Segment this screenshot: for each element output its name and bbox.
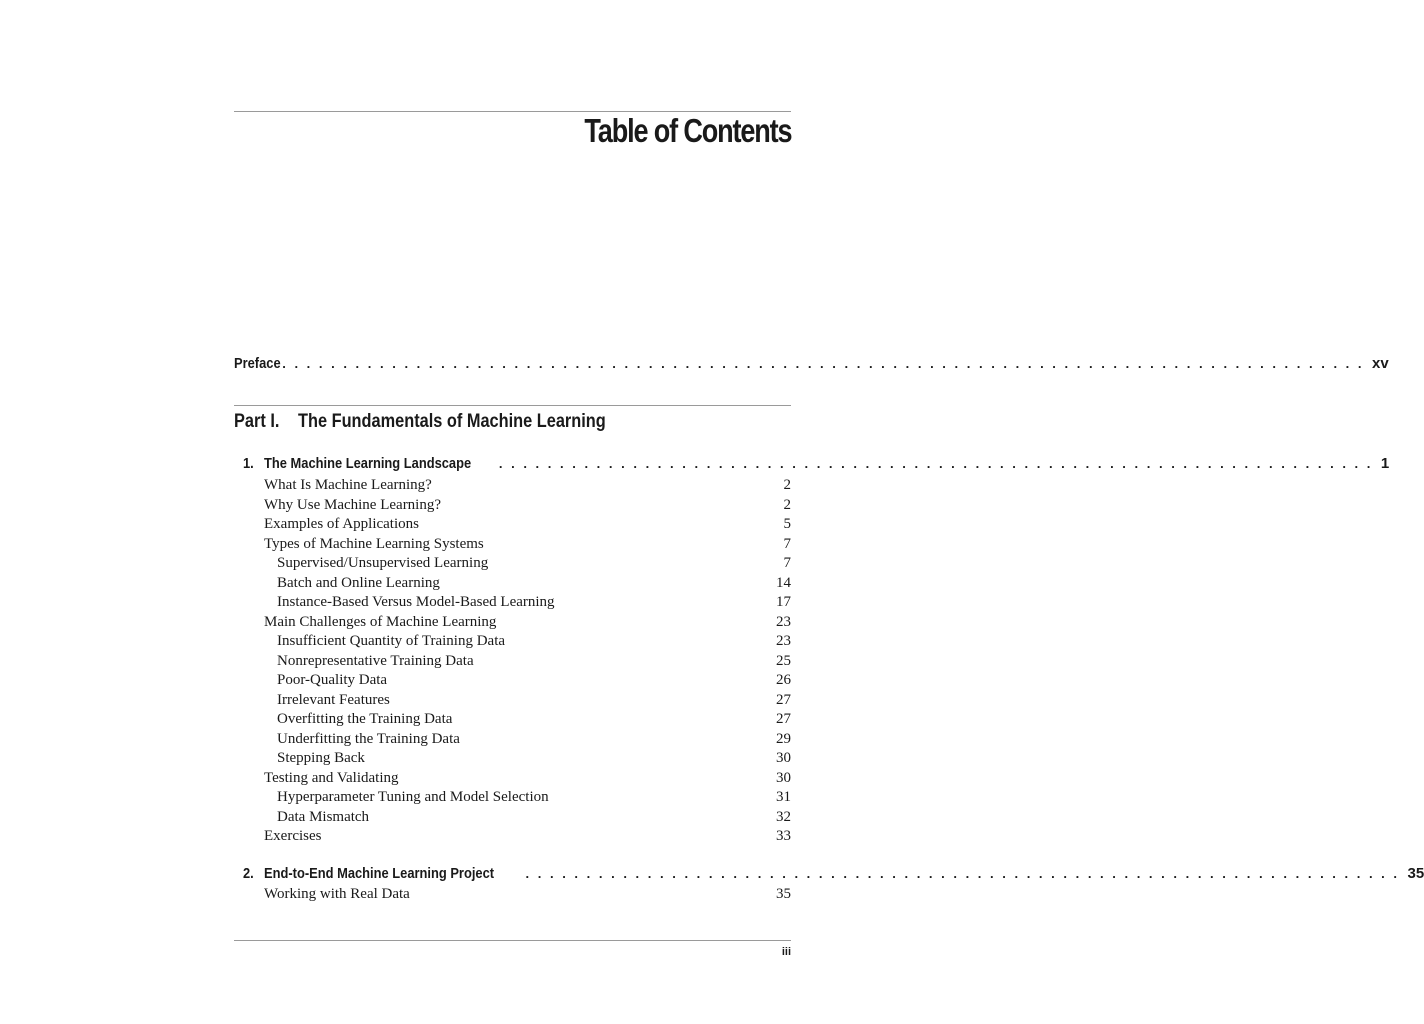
- chapter-title: End-to-End Machine Learning Project: [264, 865, 495, 882]
- entry-label: Stepping Back: [277, 750, 365, 766]
- entry-page-number: 2: [783, 477, 791, 493]
- toc-entry[interactable]: [264, 827, 791, 847]
- chapter-1-entries: [264, 476, 791, 847]
- entry-page-number: 35: [776, 886, 791, 902]
- entry-page-number: 31: [776, 789, 791, 805]
- entry-label: Instance-Based Versus Model-Based Learning: [277, 594, 555, 610]
- entry-page-number: 27: [776, 711, 791, 727]
- toc-subentry[interactable]: [264, 691, 791, 711]
- page-title: Table of Contents: [584, 112, 791, 149]
- entry-page-number: 23: [776, 633, 791, 649]
- entry-label: Nonrepresentative Training Data: [277, 652, 474, 669]
- toc-subentry[interactable]: [264, 671, 791, 691]
- toc-entry-preface[interactable]: [234, 355, 1389, 377]
- preface-label: Preface: [234, 355, 281, 372]
- entry-page-number: 23: [776, 613, 791, 630]
- part-number: Part I.: [234, 411, 280, 432]
- preface-page-number: xv: [1372, 355, 1389, 372]
- bottom-rule: [234, 940, 791, 941]
- entry-page-number: 2: [783, 496, 791, 513]
- entry-page-number: 5: [783, 516, 791, 532]
- entry-label: Irrelevant Features: [277, 691, 390, 708]
- entry-label: Supervised/Unsupervised Learning: [277, 555, 489, 571]
- entry-label: Underfitting the Training Data: [277, 730, 460, 747]
- entry-label: What Is Machine Learning?: [264, 477, 432, 493]
- chapter-page-number: 35: [1407, 865, 1424, 882]
- entry-page-number: 30: [776, 750, 791, 766]
- toc-subentry[interactable]: [264, 632, 791, 652]
- entry-label: Testing and Validating: [264, 769, 399, 786]
- toc-subentry[interactable]: [264, 808, 791, 828]
- chapter-page-number: 1: [1380, 455, 1390, 472]
- toc-entry[interactable]: [264, 535, 791, 555]
- entry-page-number: 25: [776, 652, 791, 669]
- part-rule: [234, 405, 791, 406]
- entry-label: Why Use Machine Learning?: [264, 496, 442, 513]
- entry-page-number: 17: [776, 594, 791, 610]
- entry-label: Main Challenges of Machine Learning: [264, 613, 497, 630]
- toc-chapter-2[interactable]: [243, 865, 1424, 882]
- entry-label: Overfitting the Training Data: [277, 711, 453, 727]
- toc-subentry[interactable]: [264, 788, 791, 808]
- entry-page-number: 29: [776, 730, 791, 747]
- chapter-title: The Machine Learning Landscape: [264, 455, 472, 472]
- part-heading: [234, 411, 656, 433]
- entry-label: Hyperparameter Tuning and Model Selection: [277, 789, 549, 805]
- entry-label: Batch and Online Learning: [277, 574, 440, 591]
- toc-subentry[interactable]: [264, 730, 791, 750]
- toc-entry[interactable]: [264, 769, 791, 789]
- part-title: The Fundamentals of Machine Learning: [298, 411, 606, 432]
- entry-page-number: 32: [776, 808, 791, 825]
- entry-page-number: 7: [783, 535, 791, 552]
- entry-label: Working with Real Data: [264, 886, 410, 902]
- entry-label: Types of Machine Learning Systems: [264, 535, 484, 552]
- entry-page-number: 14: [776, 574, 791, 591]
- toc-subentry[interactable]: [264, 652, 791, 672]
- entry-page-number: 30: [776, 769, 791, 786]
- entry-label: Poor-Quality Data: [277, 672, 388, 688]
- toc-entry[interactable]: [264, 496, 791, 516]
- entry-label: Insufficient Quantity of Training Data: [277, 633, 506, 649]
- entry-label: Exercises: [264, 828, 322, 844]
- chapter-number: 1.: [243, 455, 254, 472]
- entry-label: Data Mismatch: [277, 808, 370, 825]
- entry-page-number: 26: [776, 672, 791, 688]
- chapter-number: 2.: [243, 865, 254, 882]
- dot-leader: . . . . . . . . . . . . . . . . . . . . . . . . . . . . . . . . . . . . . . . . . . . . . . . . . . . . . . . . . . . . . . . . . . . . . . . .: [525, 866, 1400, 881]
- toc-subentry[interactable]: [264, 574, 791, 594]
- entry-page-number: 7: [783, 555, 791, 571]
- toc-subentry[interactable]: [264, 554, 791, 574]
- entry-page-number: 33: [776, 828, 791, 844]
- chapter-2-entries: [264, 885, 791, 905]
- dot-leader: . . . . . . . . . . . . . . . . . . . . . . . . . . . . . . . . . . . . . . . . . . . . . . . . . . . . . . . . . . . . . . . . . . . . . . . .: [498, 456, 1373, 471]
- toc-chapter-1[interactable]: [243, 455, 1390, 472]
- entry-page-number: 27: [776, 691, 791, 708]
- dot-leader: . . . . . . . . . . . . . . . . . . . . . . . . . . . . . . . . . . . . . . . . . . . . . . . . . . . . . . . . . . . . . . . . . . . . . . . . . . . . . . . . . . . . . . . . .: [282, 356, 1365, 371]
- toc-entry[interactable]: [264, 515, 791, 535]
- toc-entry[interactable]: [264, 885, 791, 905]
- toc-entry[interactable]: [264, 476, 791, 496]
- toc-subentry[interactable]: [264, 593, 791, 613]
- page-folio: iii: [781, 946, 791, 958]
- toc-subentry[interactable]: [264, 749, 791, 769]
- toc-page: [234, 0, 1424, 1024]
- toc-subentry[interactable]: [264, 710, 791, 730]
- toc-entry[interactable]: [264, 613, 791, 633]
- entry-label: Examples of Applications: [264, 516, 419, 532]
